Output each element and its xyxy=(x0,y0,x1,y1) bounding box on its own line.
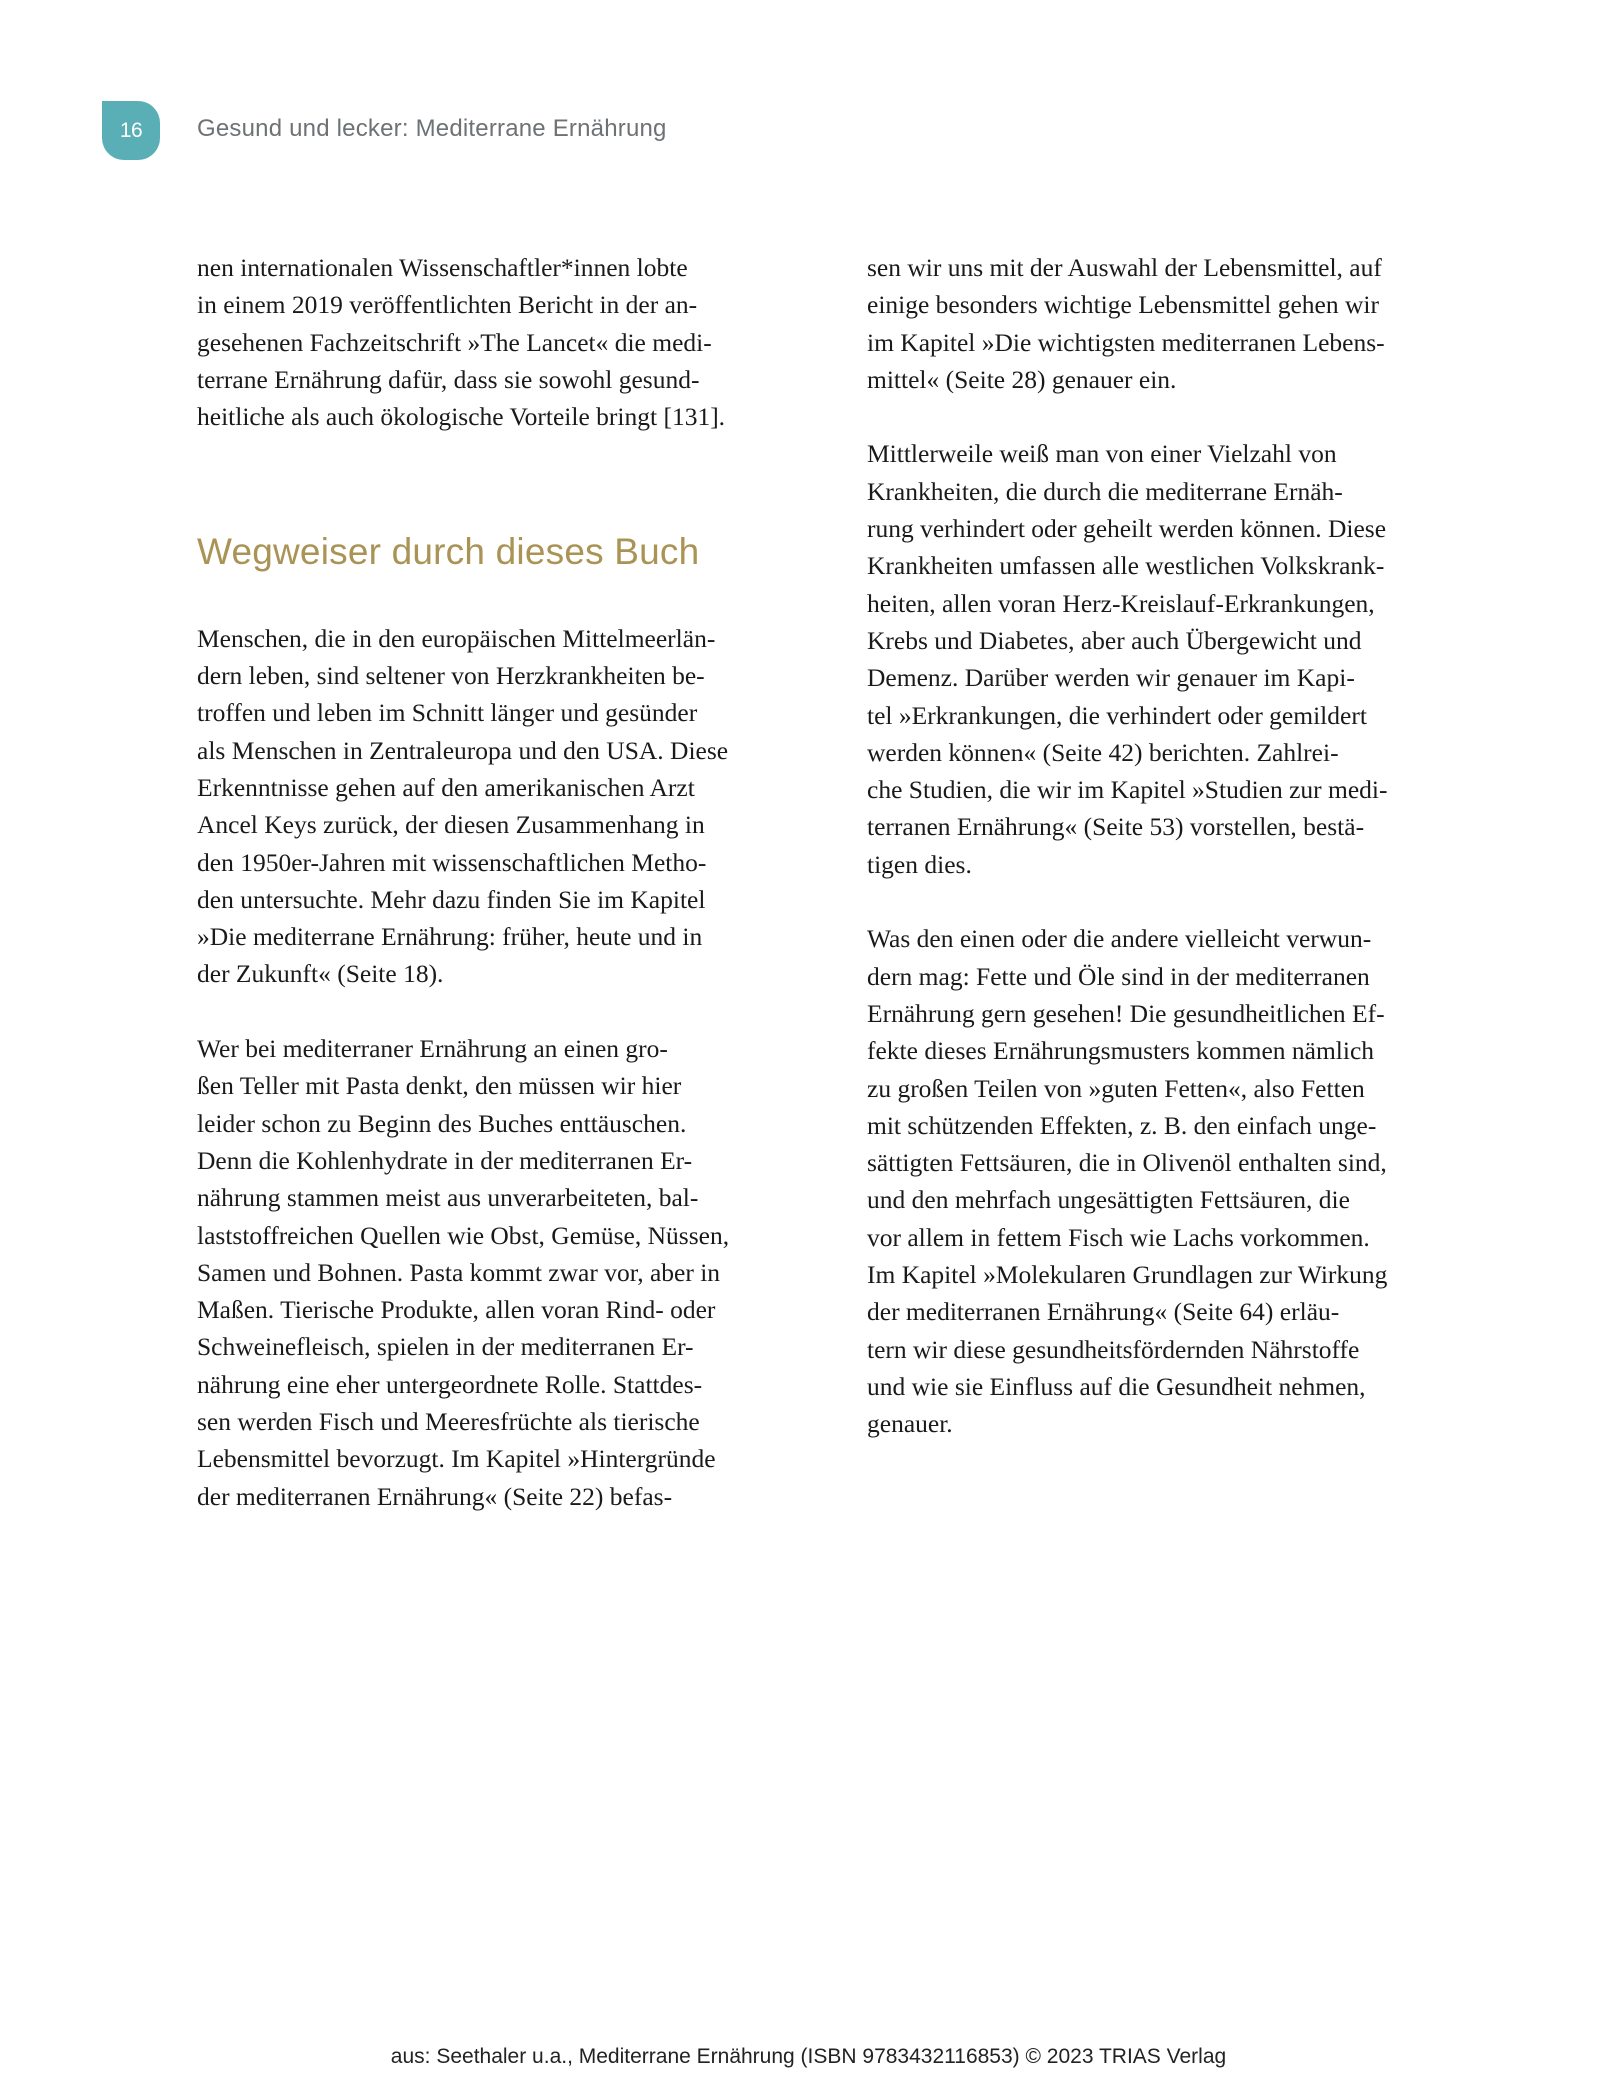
text-line: sen wir uns mit der Auswahl der Lebensmittel, auf xyxy=(867,253,1382,282)
text-line: rung verhindert oder geheilt werden können. Diese xyxy=(867,514,1387,544)
text-line: gesehenen Fachzeitschrift »The Lancet« die medi- xyxy=(197,327,712,357)
text-line: Maßen. Tierische Produkte, allen voran Rind- oder xyxy=(197,1295,716,1325)
text-line: Schweinefleisch, spielen in der mediterranen Er- xyxy=(197,1332,694,1362)
text-line: dern mag: Fette und Öle sind in der mediterranen xyxy=(867,961,1370,991)
paragraph-fats-and-oils xyxy=(867,920,1467,1442)
text-line: zu großen Teilen von »guten Fetten«, also Fetten xyxy=(867,1073,1365,1103)
text-line: tel »Erkrankungen, die verhindert oder gemildert xyxy=(867,700,1367,730)
text-line: Demenz. Darüber werden wir genauer im Kapi- xyxy=(867,663,1355,693)
right-column xyxy=(867,249,1467,1480)
text-line: Erkenntnisse gehen auf den amerikanischen Arzt xyxy=(197,772,695,802)
spacer xyxy=(197,473,797,529)
text-line: sättigten Fettsäuren, die in Olivenöl enthalten sind, xyxy=(867,1148,1387,1178)
footer-copyright xyxy=(0,2042,1615,2072)
text-line: che Studien, die wir im Kapitel »Studien zur medi- xyxy=(867,775,1388,805)
text-line: Wer bei mediterraner Ernährung an einen gro- xyxy=(197,1034,668,1064)
left-column xyxy=(197,249,797,1552)
text-line: Mittlerweile weiß man von einer Vielzahl von xyxy=(867,439,1337,469)
text-line: Denn die Kohlenhydrate in der mediterranen Er- xyxy=(197,1145,693,1175)
text-line: den 1950er-Jahren mit wissenschaftlichen Metho- xyxy=(197,847,707,877)
text-line: ßen Teller mit Pasta denkt, den müssen wir hier xyxy=(197,1071,682,1101)
text-line: fekte dieses Ernährungsmusters kommen nämlich xyxy=(867,1036,1375,1066)
paragraph-intro-continued xyxy=(197,249,797,435)
page-number: 16 xyxy=(119,118,143,142)
text-line: Menschen, die in den europäischen Mittelmeerlän- xyxy=(197,623,716,653)
paragraph-mediterranean-countries xyxy=(197,620,797,993)
text-line: Krankheiten, die durch die mediterrane Ernäh- xyxy=(867,476,1343,506)
text-line: nen internationalen Wissenschaftler*innen lobte xyxy=(197,253,688,282)
text-line: einige besonders wichtige Lebensmittel gehen wir xyxy=(867,290,1379,320)
text-line: leider schon zu Beginn des Buches enttäuschen. xyxy=(197,1108,687,1138)
text-line: Im Kapitel »Molekularen Grundlagen zur Wirkung xyxy=(867,1260,1388,1290)
text-line: tigen dies. xyxy=(867,849,972,879)
text-line: genauer. xyxy=(867,1409,953,1439)
running-header-title: Gesund und lecker: Mediterrane Ernährung xyxy=(197,115,667,142)
paragraph-diseases xyxy=(867,435,1467,883)
text-line: Samen und Bohnen. Pasta kommt zwar vor, aber in xyxy=(197,1257,721,1287)
text-line: dern leben, sind seltener von Herzkrankheiten be- xyxy=(197,661,705,691)
text-line: nährung eine eher untergeordnete Rolle. Stattdes- xyxy=(197,1369,703,1399)
text-line: troffen und leben im Schnitt länger und gesünder xyxy=(197,698,698,728)
text-line: Krankheiten umfassen alle westlichen Volkskrank- xyxy=(867,551,1385,581)
text-line: »Die mediterrane Ernährung: früher, heute und in xyxy=(197,922,703,952)
text-line: Lebensmittel bevorzugt. Im Kapitel »Hintergründe xyxy=(197,1444,716,1474)
text-line: nährung stammen meist aus unverarbeiteten, bal- xyxy=(197,1183,699,1213)
text-line: Ernährung gern gesehen! Die gesundheitlichen Ef- xyxy=(867,998,1385,1028)
text-line: in einem 2019 veröffentlichten Bericht in der an- xyxy=(197,290,698,320)
text-line: laststoffreichen Quellen wie Obst, Gemüse, Nüssen, xyxy=(197,1220,730,1250)
text-line: und wie sie Einfluss auf die Gesundheit nehmen, xyxy=(867,1371,1366,1401)
text-line: Krebs und Diabetes, aber auch Übergewicht und xyxy=(867,625,1362,655)
text-line: der Zukunft« (Seite 18). xyxy=(197,959,444,989)
text-line: mittel« (Seite 28) genauer ein. xyxy=(867,364,1177,394)
footer-credit-text: aus: Seethaler u.a., Mediterrane Ernährung (ISBN 9783432116853) © 2023 TRIAS Verlag xyxy=(390,2045,1227,2068)
text-line: der mediterranen Ernährung« (Seite 22) befas- xyxy=(197,1481,673,1511)
text-line: tern wir diese gesundheitsfördernden Nährstoffe xyxy=(867,1334,1360,1364)
text-line: im Kapitel »Die wichtigsten mediterranen Lebens- xyxy=(867,327,1385,357)
page-number-badge xyxy=(102,101,160,160)
text-line: Ancel Keys zurück, der diesen Zusammenhang in xyxy=(197,810,705,840)
text-line: als Menschen in Zentraleuropa und den USA. Diese xyxy=(197,735,729,765)
text-line: heitliche als auch ökologische Vorteile bringt [131]. xyxy=(197,402,726,432)
section-heading: Wegweiser durch dieses Buch xyxy=(197,530,700,572)
spacer xyxy=(197,575,797,620)
text-line: heiten, allen voran Herz-Kreislauf-Erkrankungen, xyxy=(867,588,1375,618)
text-line: terrane Ernährung dafür, dass sie sowohl gesund- xyxy=(197,364,700,394)
text-line: den untersuchte. Mehr dazu finden Sie im Kapitel xyxy=(197,884,706,914)
text-line: sen werden Fisch und Meeresfrüchte als tierische xyxy=(197,1407,700,1437)
text-line: der mediterranen Ernährung« (Seite 64) erläu- xyxy=(867,1297,1340,1327)
paragraph-pasta xyxy=(197,1030,797,1515)
text-line: werden können« (Seite 42) berichten. Zahlrei- xyxy=(867,737,1339,767)
text-line: Was den einen oder die andere vielleicht verwun- xyxy=(867,924,1372,954)
text-line: mit schützenden Effekten, z. B. den einfach unge- xyxy=(867,1110,1377,1140)
text-line: vor allem in fettem Fisch wie Lachs vorkommen. xyxy=(867,1222,1370,1252)
paragraph-food-selection xyxy=(867,249,1467,398)
text-line: terranen Ernährung« (Seite 53) vorstellen, bestä- xyxy=(867,812,1365,842)
text-line: und den mehrfach ungesättigten Fettsäuren, die xyxy=(867,1185,1350,1215)
